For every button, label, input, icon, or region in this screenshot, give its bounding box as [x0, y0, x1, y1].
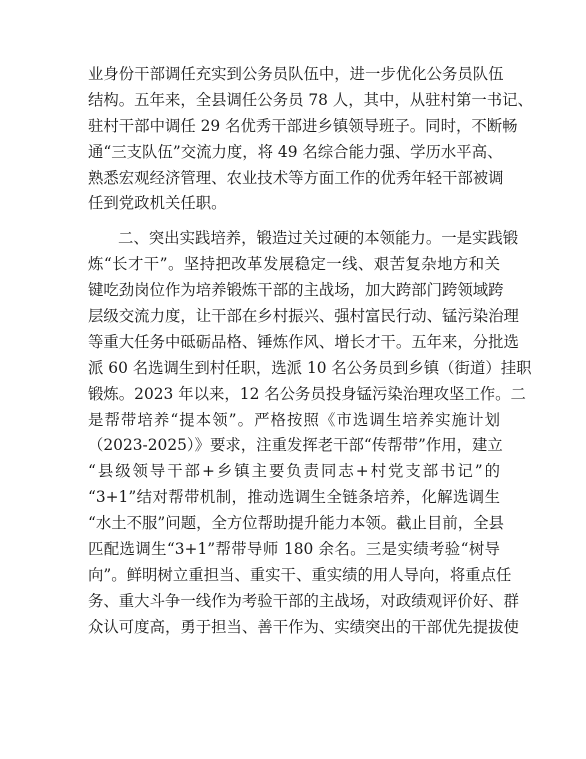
text-line: 结构。五年来，全县调任公务员 78 人，其中，从驻村第一书记、	[88, 90, 533, 109]
text-line: 通“三支队伍”交流力度，将 49 名综合能力强、学历水平高、	[88, 142, 503, 161]
text-line: 众认可度高，勇于担当、善干作为、实绩突出的干部优先提拔使	[88, 617, 519, 636]
paragraph-gap	[88, 217, 500, 226]
text-line: 匹配选调生“3+1”帮带导师 180 余名。三是实绩考验“树导	[88, 540, 500, 559]
text-line: 等重大任务中砥砺品格、锤炼作风、增长才干。五年来，分批选	[88, 332, 519, 351]
text-line: “3+1”结对帮带机制，推动选调生全链条培养，化解选调生	[88, 488, 500, 507]
paragraph-1	[88, 62, 533, 217]
text-line: 务、重大斗争一线作为考验干部的主战场，对政绩观评价好、群	[88, 591, 519, 610]
text-line: 任到党政机关任职。	[88, 194, 227, 213]
text-line: “水土不服”问题，全方位帮助提升能力本领。截止目前，全县	[88, 514, 504, 533]
paragraph-2	[88, 226, 532, 640]
text-line: 熟悉宏观经济管理、农业技术等方面工作的优秀年轻干部被调	[88, 168, 504, 187]
text-line: “县级领导干部+乡镇主要负责同志+村党支部书记”的	[88, 462, 500, 481]
text-line: 业身份干部调任充实到公务员队伍中，进一步优化公务员队伍	[88, 65, 504, 83]
text-line: 二、突出实践培养，锻造过关过硬的本领能力。一是实践锻	[118, 229, 519, 248]
text-line: 是帮带培养“提本领”。严格按照《市选调生培养实施计划	[88, 410, 500, 429]
body-text	[88, 62, 533, 641]
text-line: 锻炼。2023 年以来，12 名公务员投身锰污染治理攻坚工作。二	[88, 384, 526, 403]
text-line: （2023-2025）》要求，注重发挥老干部“传帮带”作用，建立	[88, 436, 503, 455]
text-line: 驻村干部中调任 29 名优秀干部进乡镇领导班子。同时，不断畅	[88, 116, 518, 135]
text-line: 派 60 名选调生到村任职，选派 10 名公务员到乡镇（街道）挂职	[88, 358, 532, 377]
text-line: 键吃劲岗位作为培养锻炼干部的主战场，加大跨部门跨领域跨	[88, 281, 504, 300]
text-line: 向”。鲜明树立重担当、重实干、重实绩的用人导向，将重点任	[88, 565, 512, 584]
text-line: 层级交流力度，让干部在乡村振兴、强村富民行动、锰污染治理	[88, 307, 519, 326]
text-line: 炼“长才干”。坚持把改革发展稳定一线、艰苦复杂地方和关	[88, 255, 500, 274]
